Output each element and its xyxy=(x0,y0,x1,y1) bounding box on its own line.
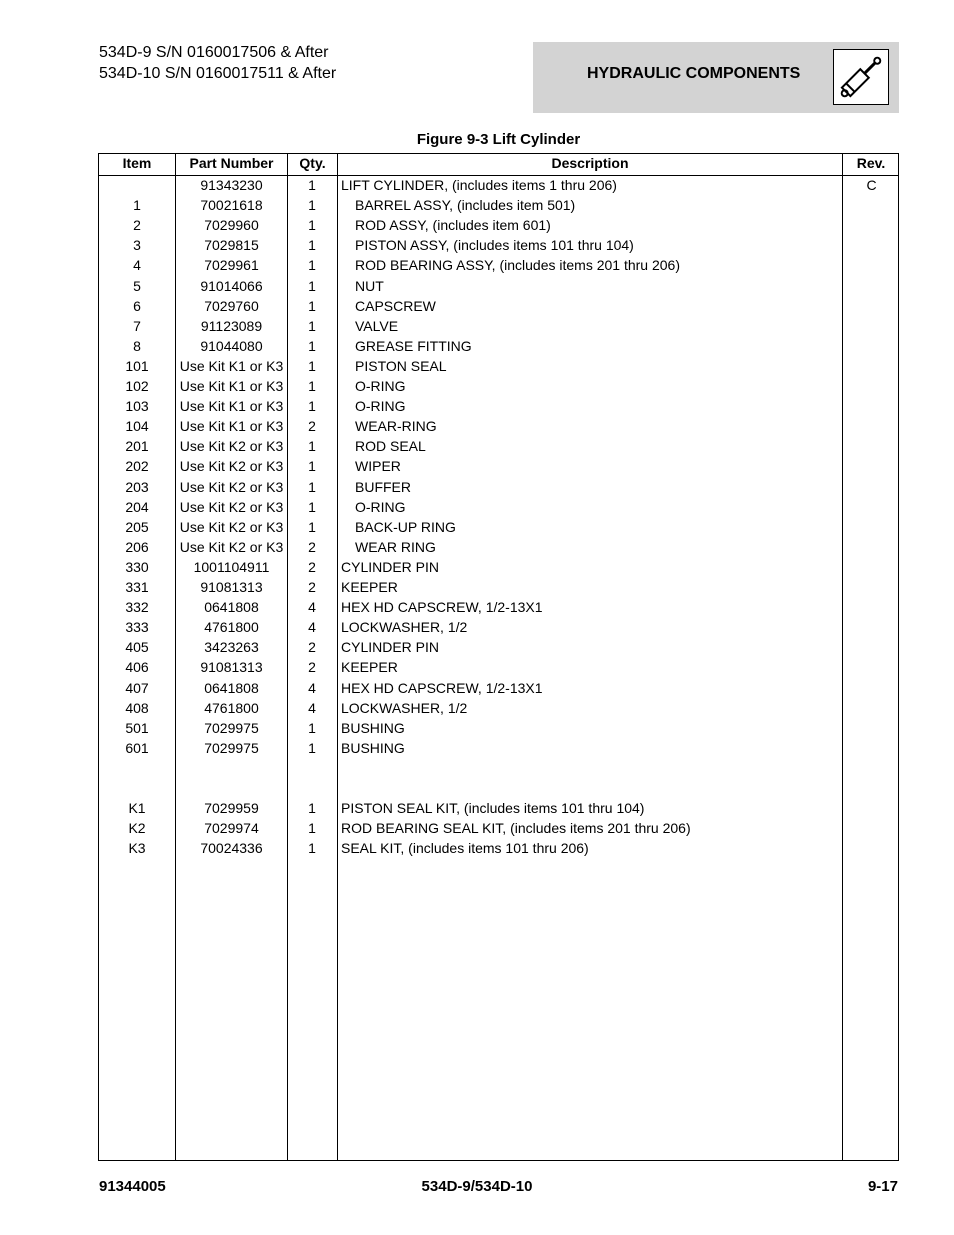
qty-cell: 4 xyxy=(308,599,316,616)
part-number-cell: Use Kit K2 or K3 xyxy=(179,518,284,535)
item-cell: 4 xyxy=(133,257,141,274)
part-number-cell: Use Kit K1 or K3 xyxy=(179,418,284,435)
description-cell: ROD ASSY, (includes item 601) xyxy=(355,217,551,234)
part-number-cell: 70021618 xyxy=(200,197,263,214)
qty-cell: 1 xyxy=(308,518,316,535)
part-number-cell: 7029975 xyxy=(204,739,259,756)
part-number-cell: 0641808 xyxy=(204,599,259,616)
part-number-cell: 91014066 xyxy=(200,277,263,294)
description-cell: KEEPER xyxy=(341,659,398,676)
section-banner xyxy=(533,42,899,113)
item-cell: 407 xyxy=(125,679,149,696)
qty-cell: 2 xyxy=(308,558,316,575)
description-cell: LOCKWASHER, 1/2 xyxy=(341,619,468,636)
table-row xyxy=(99,336,898,356)
item-cell: 201 xyxy=(125,438,149,455)
qty-cell: 2 xyxy=(308,538,316,555)
table-row xyxy=(99,215,898,235)
item-cell: 203 xyxy=(125,478,149,495)
qty-cell: 1 xyxy=(308,840,316,857)
model-line-2: 534D-10 S/N 0160017511 & After xyxy=(99,65,337,82)
table-row xyxy=(99,798,898,818)
item-cell: 202 xyxy=(125,458,149,475)
model-line-1: 534D-9 S/N 0160017506 & After xyxy=(99,44,329,61)
part-number-cell: 91343230 xyxy=(200,177,263,193)
col-header-description: Description xyxy=(551,155,629,171)
qty-cell: 1 xyxy=(308,197,316,214)
qty-cell: 1 xyxy=(308,337,316,354)
description-cell: BUSHING xyxy=(341,739,405,756)
part-number-cell: 1001104911 xyxy=(193,558,270,575)
item-cell: 331 xyxy=(125,579,149,595)
part-number-cell: Use Kit K2 or K3 xyxy=(179,478,284,495)
item-cell: K1 xyxy=(128,800,146,817)
table-row xyxy=(99,296,898,316)
hydraulic-cylinder-icon xyxy=(833,49,889,105)
part-number-cell: 7029760 xyxy=(204,297,259,314)
description-cell: CAPSCREW xyxy=(355,297,436,314)
item-cell: 104 xyxy=(125,418,149,435)
part-number-cell: 7029815 xyxy=(204,237,259,254)
item-cell: 2 xyxy=(133,217,141,234)
table-row xyxy=(99,617,898,637)
item-cell: 408 xyxy=(125,699,149,716)
description-cell: WEAR-RING xyxy=(355,418,437,435)
col-header-rev: Rev. xyxy=(856,155,886,171)
table-row xyxy=(99,356,898,376)
description-cell: VALVE xyxy=(355,317,399,334)
qty-cell: 4 xyxy=(308,699,316,716)
part-number-cell: Use Kit K1 or K3 xyxy=(179,357,284,374)
table-row xyxy=(99,637,898,657)
description-cell: PISTON SEAL KIT, (includes items 101 thru 104) xyxy=(341,800,645,817)
part-number-cell: 91123089 xyxy=(200,317,263,334)
qty-cell: 1 xyxy=(308,357,316,374)
qty-cell: 1 xyxy=(308,739,316,756)
item-cell: 206 xyxy=(125,538,149,555)
part-number-cell: 7029959 xyxy=(204,800,259,817)
item-cell: 7 xyxy=(133,317,141,334)
item-cell: 406 xyxy=(125,659,149,676)
model-header xyxy=(99,42,336,84)
qty-cell: 2 xyxy=(308,659,316,676)
qty-cell: 1 xyxy=(308,438,316,455)
rev-cell: C xyxy=(866,177,877,193)
item-cell: 330 xyxy=(125,558,149,575)
part-number-cell: 7029975 xyxy=(204,719,259,736)
description-cell: WIPER xyxy=(355,458,401,475)
table-row xyxy=(99,818,898,838)
qty-cell: 1 xyxy=(308,800,316,817)
table-row xyxy=(99,537,898,557)
table-row xyxy=(99,255,898,275)
part-number-cell: Use Kit K2 or K3 xyxy=(179,538,284,555)
part-number-cell: Use Kit K2 or K3 xyxy=(179,458,284,475)
table-row xyxy=(99,738,898,758)
doc-number: 91344005 xyxy=(99,1178,166,1195)
description-cell: ROD BEARING ASSY, (includes items 201 thru 206) xyxy=(355,257,680,274)
table-row xyxy=(99,517,898,537)
table-row xyxy=(99,376,898,396)
table-row xyxy=(99,838,898,858)
qty-cell: 1 xyxy=(308,398,316,415)
description-cell: BACK-UP RING xyxy=(355,518,456,535)
table-row xyxy=(99,718,898,738)
col-header-qty: Qty. xyxy=(299,155,326,171)
table-row xyxy=(99,316,898,336)
description-cell: LOCKWASHER, 1/2 xyxy=(341,699,468,716)
description-cell: ROD BEARING SEAL KIT, (includes items 201 thru 206) xyxy=(341,820,691,837)
item-cell: 205 xyxy=(125,518,149,535)
description-cell: O-RING xyxy=(355,498,406,515)
item-cell: K2 xyxy=(128,820,146,837)
item-cell: 204 xyxy=(125,498,149,515)
table-row xyxy=(99,195,898,215)
description-cell: O-RING xyxy=(355,378,406,394)
col-header-item: Item xyxy=(122,155,152,171)
description-cell: PISTON ASSY, (includes items 101 thru 104) xyxy=(355,237,634,254)
table-row xyxy=(99,597,898,617)
part-number-cell: Use Kit K2 or K3 xyxy=(179,438,284,455)
part-number-cell: 0641808 xyxy=(204,679,259,696)
qty-cell: 4 xyxy=(308,619,316,636)
part-number-cell: 3423263 xyxy=(204,639,259,656)
table-row xyxy=(99,778,898,798)
part-number-cell: 91081313 xyxy=(200,579,263,595)
description-cell: GREASE FITTING xyxy=(355,337,472,354)
qty-cell: 1 xyxy=(308,317,316,334)
description-cell: CYLINDER PIN xyxy=(341,558,440,575)
qty-cell: 1 xyxy=(308,719,316,736)
table-row xyxy=(99,497,898,517)
item-cell: 332 xyxy=(125,599,149,616)
description-cell: BUSHING xyxy=(341,719,405,736)
part-number-cell: 7029961 xyxy=(204,257,259,274)
item-cell: 103 xyxy=(125,398,149,415)
description-cell: BARREL ASSY, (includes item 501) xyxy=(355,197,576,214)
part-number-cell: 91081313 xyxy=(200,659,263,676)
part-number-cell: 7029974 xyxy=(204,820,259,837)
figure-title: Figure 9-3 Lift Cylinder xyxy=(416,131,581,148)
table-row xyxy=(99,477,898,497)
table-row xyxy=(99,175,898,195)
description-cell: O-RING xyxy=(355,398,406,415)
qty-cell: 1 xyxy=(308,177,316,193)
item-cell: 5 xyxy=(133,277,141,294)
qty-cell: 1 xyxy=(308,820,316,837)
section-title: HYDRAULIC COMPONENTS xyxy=(587,65,801,82)
item-cell: 3 xyxy=(133,237,141,254)
table-row xyxy=(99,416,898,436)
table-row xyxy=(99,557,898,577)
part-number-cell: Use Kit K1 or K3 xyxy=(179,398,284,415)
item-cell: 6 xyxy=(133,297,141,314)
table-row xyxy=(99,698,898,718)
table-row xyxy=(99,577,898,597)
description-cell: KEEPER xyxy=(341,579,398,595)
description-cell: PISTON SEAL xyxy=(355,357,447,374)
description-cell: NUT xyxy=(355,277,384,294)
item-cell: 405 xyxy=(125,639,149,656)
description-cell: LIFT CYLINDER, (includes items 1 thru 206) xyxy=(341,177,617,193)
footer-model: 534D-9/534D-10 xyxy=(421,1178,533,1195)
qty-cell: 2 xyxy=(308,639,316,656)
table-row xyxy=(99,758,898,778)
table-row xyxy=(99,276,898,296)
part-number-cell: 4761800 xyxy=(204,699,259,716)
qty-cell: 4 xyxy=(308,679,316,696)
table-row xyxy=(99,396,898,416)
part-number-cell: 7029960 xyxy=(204,217,259,234)
table-row xyxy=(99,235,898,255)
table-row xyxy=(99,678,898,698)
qty-cell: 1 xyxy=(308,458,316,475)
description-cell: CYLINDER PIN xyxy=(341,639,440,656)
qty-cell: 2 xyxy=(308,418,316,435)
qty-cell: 1 xyxy=(308,277,316,294)
qty-cell: 2 xyxy=(308,579,316,595)
part-number-cell: 91044080 xyxy=(200,337,263,354)
page-number: 9-17 xyxy=(867,1178,898,1195)
description-cell: HEX HD CAPSCREW, 1/2-13X1 xyxy=(341,679,543,696)
parts-table xyxy=(98,153,899,1161)
item-cell: 8 xyxy=(133,337,141,354)
qty-cell: 1 xyxy=(308,217,316,234)
qty-cell: 1 xyxy=(308,297,316,314)
table-row xyxy=(99,657,898,677)
col-header-part-number: Part Number xyxy=(189,155,274,171)
part-number-cell: 70024336 xyxy=(200,840,263,857)
description-cell: WEAR RING xyxy=(355,538,436,555)
part-number-cell: Use Kit K2 or K3 xyxy=(179,498,284,515)
item-cell: 101 xyxy=(125,357,149,374)
part-number-cell: Use Kit K1 or K3 xyxy=(179,378,284,394)
item-cell: K3 xyxy=(128,840,146,857)
table-row xyxy=(99,456,898,476)
qty-cell: 1 xyxy=(308,237,316,254)
table-row xyxy=(99,436,898,456)
part-number-cell: 4761800 xyxy=(204,619,259,636)
qty-cell: 1 xyxy=(308,478,316,495)
description-cell: SEAL KIT, (includes items 101 thru 206) xyxy=(341,840,589,857)
qty-cell: 1 xyxy=(308,257,316,274)
description-cell: HEX HD CAPSCREW, 1/2-13X1 xyxy=(341,599,543,616)
item-cell: 102 xyxy=(125,378,149,394)
qty-cell: 1 xyxy=(308,378,316,394)
description-cell: BUFFER xyxy=(355,478,411,495)
item-cell: 501 xyxy=(125,719,149,736)
item-cell: 601 xyxy=(125,739,149,756)
qty-cell: 1 xyxy=(308,498,316,515)
description-cell: ROD SEAL xyxy=(355,438,426,455)
item-cell: 1 xyxy=(133,197,141,214)
item-cell: 333 xyxy=(125,619,149,636)
